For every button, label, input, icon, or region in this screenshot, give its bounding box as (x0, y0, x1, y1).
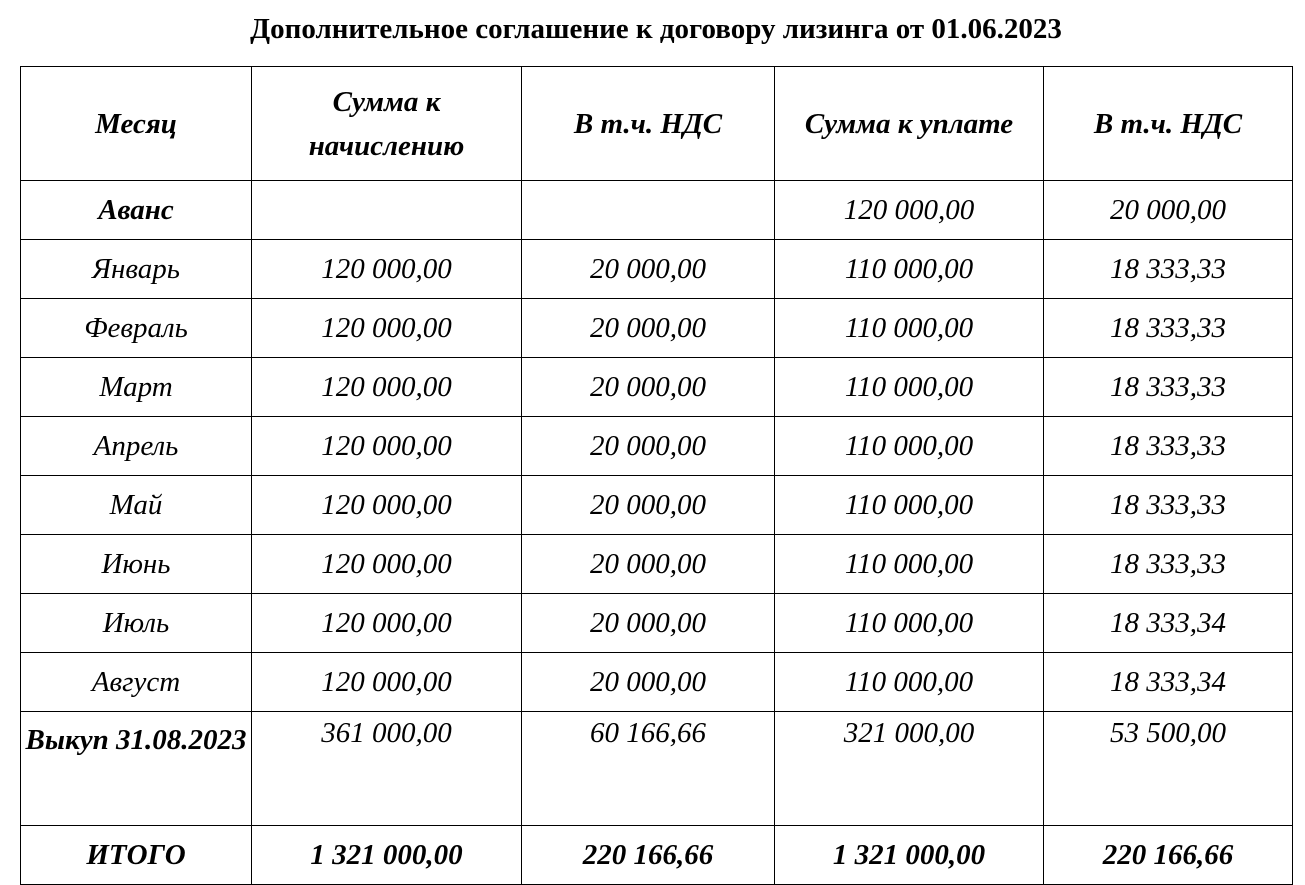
total-payable-vat: 220 166,66 (1044, 826, 1293, 885)
accrued-cell (252, 181, 522, 240)
payable-vat-cell: 18 333,34 (1044, 594, 1293, 653)
table-header-row (21, 67, 1293, 181)
accrued-vat-cell: 20 000,00 (522, 240, 775, 299)
month-cell: Июль (21, 594, 252, 653)
accrued-cell: 120 000,00 (252, 299, 522, 358)
accrued-vat-cell: 20 000,00 (522, 653, 775, 712)
total-payable: 1 321 000,00 (775, 826, 1044, 885)
month-cell: Май (21, 476, 252, 535)
table-body (21, 181, 1293, 826)
accrued-cell: 120 000,00 (252, 535, 522, 594)
document-title: Дополнительное соглашение к договору лизинга от 01.06.2023 (250, 13, 1062, 45)
total-row (21, 826, 1293, 885)
payable-cell: 321 000,00 (775, 712, 1044, 826)
total-accrued: 1 321 000,00 (252, 826, 522, 885)
accrued-cell: 120 000,00 (252, 476, 522, 535)
payable-vat-cell: 18 333,33 (1044, 358, 1293, 417)
accrued-cell: 120 000,00 (252, 653, 522, 712)
month-cell: Выкуп 31.08.2023 (21, 712, 252, 826)
payable-cell: 120 000,00 (775, 181, 1044, 240)
payable-cell: 110 000,00 (775, 299, 1044, 358)
month-cell: Март (21, 358, 252, 417)
accrued-cell: 120 000,00 (252, 240, 522, 299)
accrued-cell: 120 000,00 (252, 594, 522, 653)
accrued-cell: 120 000,00 (252, 417, 522, 476)
table-row (21, 653, 1293, 712)
accrued-vat-cell: 20 000,00 (522, 417, 775, 476)
lease-schedule-table (20, 66, 1293, 885)
month-cell: Аванс (21, 181, 252, 240)
payable-cell: 110 000,00 (775, 240, 1044, 299)
table-row (21, 476, 1293, 535)
payable-vat-cell: 53 500,00 (1044, 712, 1293, 826)
payable-cell: 110 000,00 (775, 358, 1044, 417)
accrued-vat-cell: 20 000,00 (522, 535, 775, 594)
header-accrued (252, 67, 522, 181)
payable-cell: 110 000,00 (775, 535, 1044, 594)
header-payable-vat: В т.ч. НДС (1044, 67, 1293, 181)
payable-vat-cell: 18 333,33 (1044, 417, 1293, 476)
total-label: ИТОГО (21, 826, 252, 885)
month-cell: Февраль (21, 299, 252, 358)
accrued-vat-cell: 60 166,66 (522, 712, 775, 826)
table-row (21, 417, 1293, 476)
accrued-vat-cell: 20 000,00 (522, 476, 775, 535)
payable-vat-cell: 18 333,33 (1044, 476, 1293, 535)
accrued-vat-cell: 20 000,00 (522, 299, 775, 358)
table-row (21, 240, 1293, 299)
month-cell: Август (21, 653, 252, 712)
header-accrued-label: Сумма к начислению (308, 85, 465, 162)
payable-cell: 110 000,00 (775, 476, 1044, 535)
header-accrued-vat: В т.ч. НДС (522, 67, 775, 181)
table-row (21, 181, 1293, 240)
total-accrued-vat: 220 166,66 (522, 826, 775, 885)
payable-vat-cell: 20 000,00 (1044, 181, 1293, 240)
payable-vat-cell: 18 333,33 (1044, 299, 1293, 358)
accrued-vat-cell: 20 000,00 (522, 594, 775, 653)
table-row (21, 594, 1293, 653)
payable-cell: 110 000,00 (775, 417, 1044, 476)
payable-vat-cell: 18 333,34 (1044, 653, 1293, 712)
month-cell: Апрель (21, 417, 252, 476)
payable-cell: 110 000,00 (775, 653, 1044, 712)
header-month: Месяц (21, 67, 252, 181)
table-row (21, 712, 1293, 826)
table-row (21, 358, 1293, 417)
accrued-cell: 361 000,00 (252, 712, 522, 826)
table-row (21, 299, 1293, 358)
month-cell: Июнь (21, 535, 252, 594)
payable-vat-cell: 18 333,33 (1044, 240, 1293, 299)
header-payable: Сумма к уплате (775, 67, 1044, 181)
payable-vat-cell: 18 333,33 (1044, 535, 1293, 594)
accrued-cell: 120 000,00 (252, 358, 522, 417)
accrued-vat-cell: 20 000,00 (522, 358, 775, 417)
accrued-vat-cell (522, 181, 775, 240)
month-cell: Январь (21, 240, 252, 299)
table-row (21, 535, 1293, 594)
payable-cell: 110 000,00 (775, 594, 1044, 653)
